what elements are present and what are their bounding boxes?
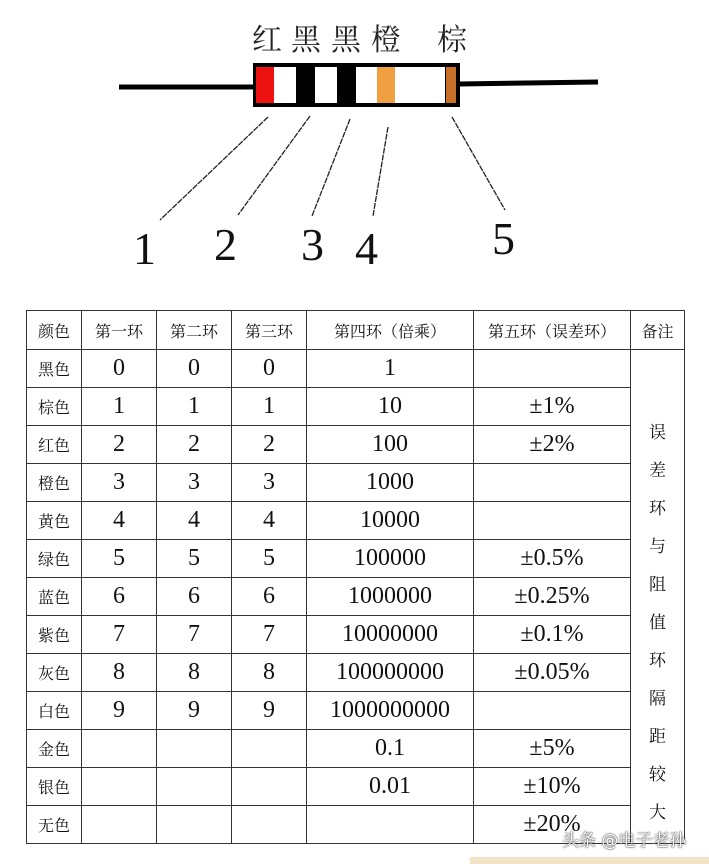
value-cell — [232, 806, 307, 844]
color-name-cell: 灰色 — [27, 654, 82, 692]
resistor-diagram — [0, 0, 709, 300]
value-cell: 1 — [157, 388, 232, 426]
band-number-3: 3 — [301, 219, 324, 270]
band-label-4: 橙 — [371, 23, 401, 58]
column-header: 第四环（倍乘） — [307, 311, 474, 350]
value-cell: 1 — [232, 388, 307, 426]
value-cell: 1 — [82, 388, 157, 426]
value-cell: 100000 — [307, 540, 474, 578]
value-cell: 8 — [232, 654, 307, 692]
remark-char: 隔 — [649, 689, 666, 709]
value-cell: 6 — [82, 578, 157, 616]
gap — [315, 67, 337, 103]
band-label-1: 红 — [252, 23, 282, 58]
value-cell: 7 — [82, 616, 157, 654]
value-cell: 7 — [157, 616, 232, 654]
value-cell — [157, 768, 232, 806]
value-cell: 1000000000 — [307, 692, 474, 730]
value-cell: 5 — [232, 540, 307, 578]
value-cell: 10000000 — [307, 616, 474, 654]
color-name-cell: 绿色 — [27, 540, 82, 578]
table-row — [27, 578, 685, 616]
value-cell: 100 — [307, 426, 474, 464]
remark-char: 大 — [649, 803, 666, 823]
value-cell: 0.01 — [307, 768, 474, 806]
table-header-row — [27, 311, 685, 350]
value-cell: ±0.1% — [474, 616, 631, 654]
value-cell: ±1% — [474, 388, 631, 426]
value-cell: ±20% — [474, 806, 631, 844]
value-cell: 2 — [232, 426, 307, 464]
value-cell — [232, 730, 307, 768]
column-header: 第二环 — [157, 311, 232, 350]
remark-char: 差 — [649, 461, 666, 481]
band-5-brown — [446, 67, 456, 103]
color-name-cell: 金色 — [27, 730, 82, 768]
value-cell: 0 — [157, 350, 232, 388]
column-header: 第五环（误差环） — [474, 311, 631, 350]
column-header: 第一环 — [82, 311, 157, 350]
value-cell — [82, 730, 157, 768]
value-cell: 2 — [157, 426, 232, 464]
color-name-cell: 白色 — [27, 692, 82, 730]
table-row — [27, 654, 685, 692]
color-name-cell: 黄色 — [27, 502, 82, 540]
value-cell: 5 — [82, 540, 157, 578]
band-1-red — [256, 67, 274, 103]
value-cell: 9 — [157, 692, 232, 730]
pointer-line-3 — [312, 119, 350, 216]
value-cell: ±5% — [474, 730, 631, 768]
band-label-3: 黑 — [331, 23, 361, 58]
table-row — [27, 502, 685, 540]
value-cell: ±2% — [474, 426, 631, 464]
value-cell: 10000 — [307, 502, 474, 540]
color-name-cell: 红色 — [27, 426, 82, 464]
value-cell — [307, 806, 474, 844]
value-cell: 1000000 — [307, 578, 474, 616]
value-cell: 1000 — [307, 464, 474, 502]
band-label-5: 棕 — [437, 23, 467, 58]
value-cell — [82, 768, 157, 806]
value-cell: 2 — [82, 426, 157, 464]
value-cell: 3 — [157, 464, 232, 502]
value-cell: ±0.05% — [474, 654, 631, 692]
value-cell: 0.1 — [307, 730, 474, 768]
table-row — [27, 426, 685, 464]
remark-char: 环 — [649, 651, 666, 671]
value-cell — [232, 768, 307, 806]
color-name-cell: 黑色 — [27, 350, 82, 388]
remark-char: 误 — [649, 423, 666, 443]
remark-char: 距 — [649, 727, 666, 747]
color-name-cell: 橙色 — [27, 464, 82, 502]
value-cell: 4 — [157, 502, 232, 540]
remark-char: 与 — [649, 537, 666, 557]
table-row — [27, 388, 685, 426]
remark-char: 值 — [649, 613, 666, 633]
table-row — [27, 464, 685, 502]
value-cell — [157, 730, 232, 768]
watermark: 头条 @电子老孙 — [562, 831, 687, 851]
value-cell: 3 — [232, 464, 307, 502]
remark-char: 较 — [649, 765, 666, 785]
value-cell: 6 — [157, 578, 232, 616]
color-name-cell: 棕色 — [27, 388, 82, 426]
pointer-line-5 — [452, 117, 505, 210]
value-cell: 10 — [307, 388, 474, 426]
table-row — [27, 350, 685, 388]
color-name-cell: 无色 — [27, 806, 82, 844]
value-cell: 4 — [232, 502, 307, 540]
band-number-4: 4 — [355, 223, 378, 274]
resistor-lead-right — [459, 82, 598, 84]
table-row — [27, 540, 685, 578]
value-cell: ±0.25% — [474, 578, 631, 616]
table-row — [27, 730, 685, 768]
value-cell: 100000000 — [307, 654, 474, 692]
band-number-1: 1 — [133, 223, 156, 274]
gap — [356, 67, 377, 103]
color-code-table — [26, 310, 685, 844]
bottom-bar — [470, 857, 709, 864]
gap — [395, 67, 445, 103]
table-row — [27, 768, 685, 806]
column-header: 备注 — [631, 311, 685, 350]
value-cell — [474, 502, 631, 540]
value-cell: 6 — [232, 578, 307, 616]
value-cell: 7 — [232, 616, 307, 654]
value-cell: 8 — [82, 654, 157, 692]
color-name-cell: 紫色 — [27, 616, 82, 654]
remark-cell — [631, 350, 685, 844]
value-cell: ±0.5% — [474, 540, 631, 578]
pointer-line-2 — [238, 116, 310, 215]
pointer-line-4 — [373, 127, 388, 216]
remark-char: 环 — [649, 499, 666, 519]
value-cell — [474, 350, 631, 388]
band-number-2: 2 — [214, 219, 237, 270]
value-cell: 0 — [232, 350, 307, 388]
value-cell — [474, 692, 631, 730]
remark-char: 阻 — [649, 575, 666, 595]
value-cell: 3 — [82, 464, 157, 502]
band-4-orange — [377, 67, 395, 103]
pointer-line-1 — [160, 117, 268, 220]
value-cell: 5 — [157, 540, 232, 578]
value-cell: 0 — [82, 350, 157, 388]
value-cell: 4 — [82, 502, 157, 540]
table-row — [27, 616, 685, 654]
value-cell: 1 — [307, 350, 474, 388]
color-name-cell: 蓝色 — [27, 578, 82, 616]
color-name-cell: 银色 — [27, 768, 82, 806]
column-header: 颜色 — [27, 311, 82, 350]
value-cell — [82, 806, 157, 844]
band-label-2: 黑 — [291, 23, 321, 58]
value-cell — [474, 464, 631, 502]
gap — [274, 67, 296, 103]
value-cell: ±10% — [474, 768, 631, 806]
column-header: 第三环 — [232, 311, 307, 350]
value-cell — [157, 806, 232, 844]
value-cell: 9 — [232, 692, 307, 730]
value-cell: 8 — [157, 654, 232, 692]
table-row — [27, 692, 685, 730]
band-number-5: 5 — [492, 213, 515, 264]
value-cell: 9 — [82, 692, 157, 730]
